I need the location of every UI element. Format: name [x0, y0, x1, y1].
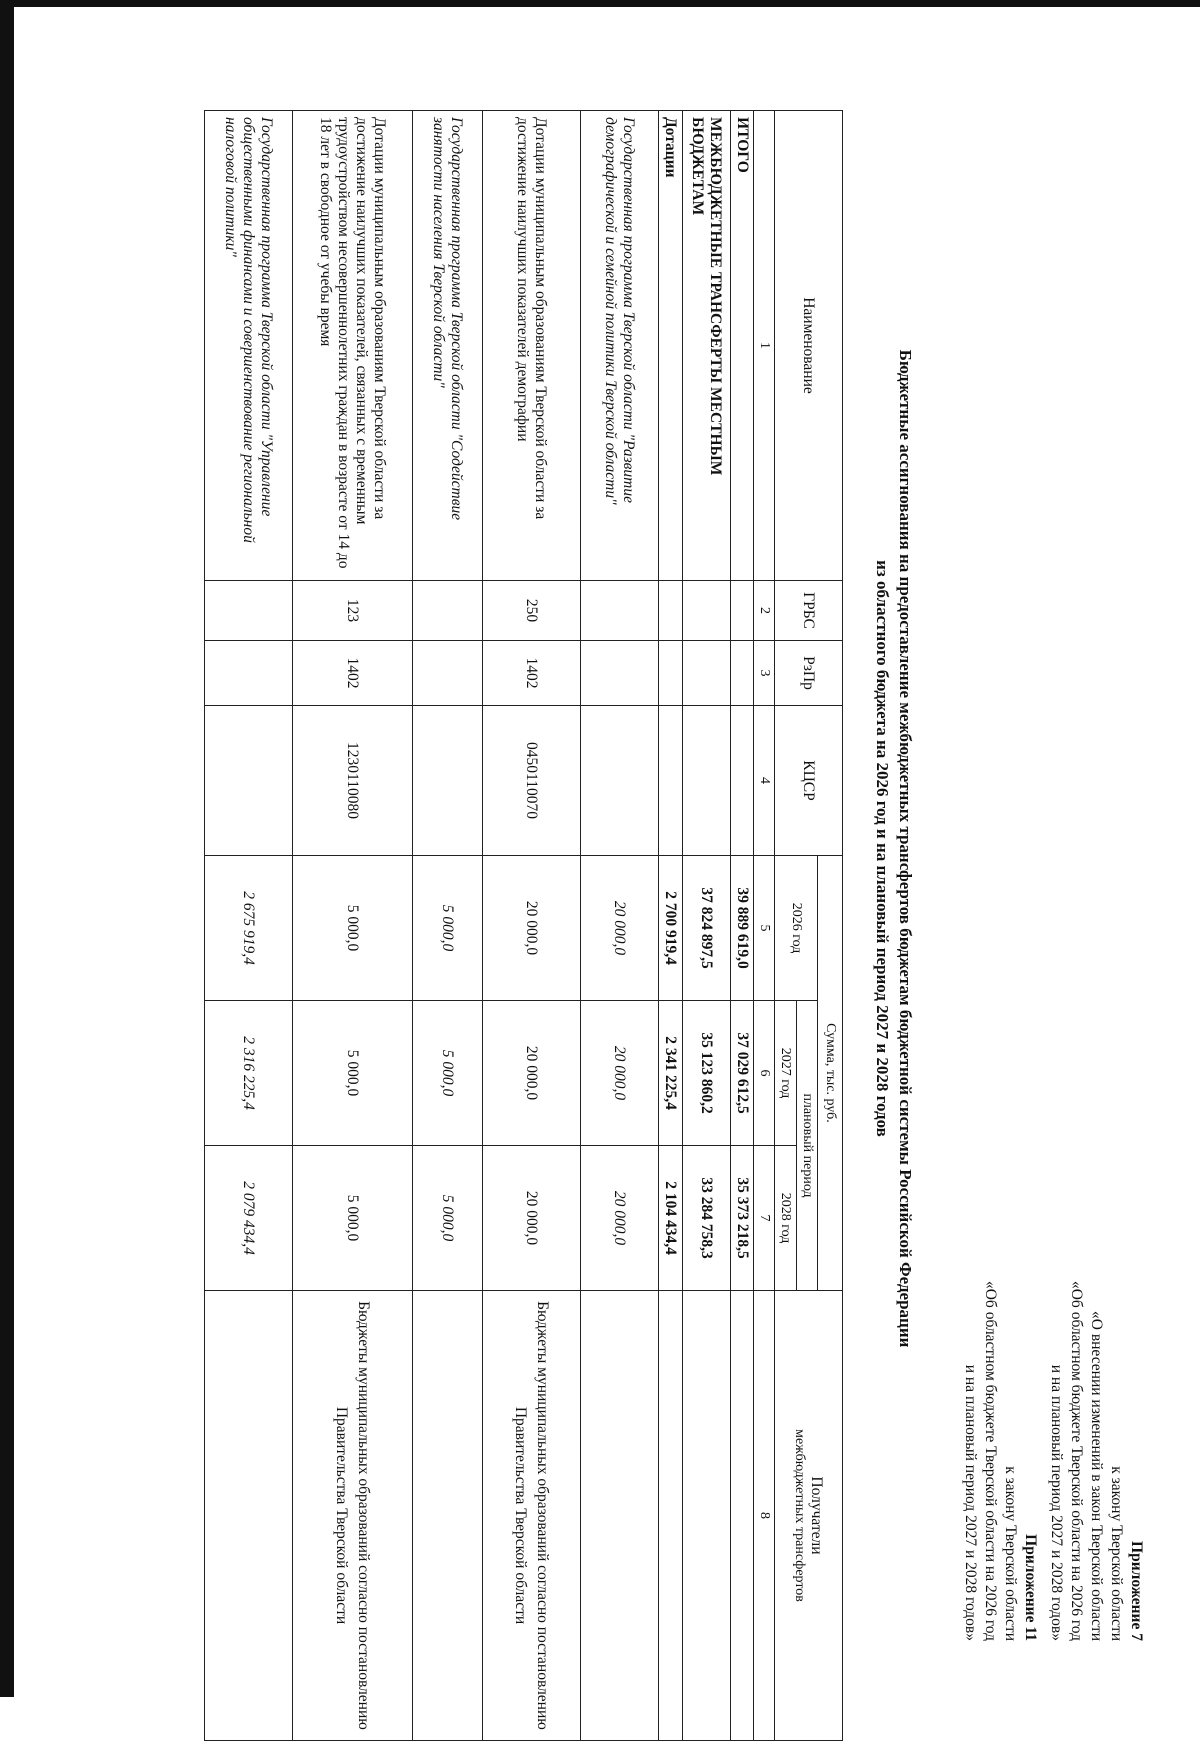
row-name: Дотации муниципальным образованиям Тверской области за достижение наилучших показателей, связанных с временным трудоустройством несовершеннолетних граждан в возрасте от 14 до 18 лет в свободное от учебы время — [293, 111, 413, 581]
row-rzpr — [731, 641, 754, 706]
row-amount-2026: 39 889 619,0 — [731, 856, 754, 1001]
appendix-7-title: Приложение 7 — [1128, 1541, 1145, 1641]
appendix-11-title: Приложение 11 — [1022, 1534, 1039, 1641]
row-amount-2028: 33 284 758,3 — [683, 1146, 731, 1291]
row-rzpr — [205, 641, 293, 706]
row-rzpr — [581, 641, 659, 706]
row-amount-2026: 2 700 919,4 — [659, 856, 683, 1001]
row-kcsr — [205, 706, 293, 856]
row-amount-2028: 35 373 218,5 — [731, 1146, 754, 1291]
row-rzpr: 1402 — [483, 641, 581, 706]
row-kcsr — [731, 706, 754, 856]
column-number-row — [754, 111, 775, 1741]
row-kcsr — [683, 706, 731, 856]
column-number: 2 — [754, 581, 775, 641]
row-amount-2027: 37 029 612,5 — [731, 1001, 754, 1146]
table-row — [731, 111, 754, 1741]
row-amount-2027: 5 000,0 — [413, 1001, 483, 1146]
header-2028: 2028 год — [775, 1146, 797, 1291]
row-rzpr — [683, 641, 731, 706]
header-grbs: ГРБС — [775, 581, 843, 641]
column-number: 6 — [754, 1001, 775, 1146]
row-amount-2026: 5 000,0 — [413, 856, 483, 1001]
appendix-11-header — [960, 1281, 1040, 1641]
row-grbs — [683, 581, 731, 641]
row-recipients — [659, 1291, 683, 1741]
table-row — [483, 111, 581, 1741]
row-recipients — [413, 1291, 483, 1741]
row-recipients — [683, 1291, 731, 1741]
row-amount-2027: 20 000,0 — [483, 1001, 581, 1146]
row-kcsr — [413, 706, 483, 856]
row-amount-2027: 20 000,0 — [581, 1001, 659, 1146]
row-kcsr: 0450110070 — [483, 706, 581, 856]
table-row — [205, 111, 293, 1741]
appendix-7-line3: «Об областном бюджете Тверской области на 2026 год — [1068, 1280, 1085, 1641]
row-grbs — [731, 581, 754, 641]
document-title-line2: из областного бюджета на 2026 год и на плановый период 2027 и 2028 годов — [873, 560, 892, 1137]
row-kcsr — [581, 706, 659, 856]
header-rzpr: РзПр — [775, 641, 843, 706]
appendix-7-line4: и на плановый период 2027 и 2028 годов» — [1048, 1364, 1065, 1641]
row-amount-2027: 2 341 225,4 — [659, 1001, 683, 1146]
row-amount-2028: 20 000,0 — [581, 1146, 659, 1291]
row-amount-2027: 35 123 860,2 — [683, 1001, 731, 1146]
appendix-11-line3: и на плановый период 2027 и 2028 годов» — [962, 1364, 979, 1641]
row-grbs — [581, 581, 659, 641]
row-recipients: Бюджеты муниципальных образований согласно постановлению Правительства Тверской области — [293, 1291, 413, 1741]
column-number: 1 — [754, 111, 775, 581]
row-amount-2027: 5 000,0 — [293, 1001, 413, 1146]
header-kcsr: КЦСР — [775, 706, 843, 856]
table-row — [413, 111, 483, 1741]
row-kcsr — [659, 706, 683, 856]
row-amount-2028: 2 104 434,4 — [659, 1146, 683, 1291]
row-kcsr: 1230110080 — [293, 706, 413, 856]
row-amount-2028: 20 000,0 — [483, 1146, 581, 1291]
row-grbs: 250 — [483, 581, 581, 641]
header-recipients-line1: Получатели — [808, 1476, 826, 1555]
table-row — [683, 111, 731, 1741]
row-grbs — [659, 581, 683, 641]
row-amount-2028: 5 000,0 — [293, 1146, 413, 1291]
header-2027: 2027 год — [775, 1001, 797, 1146]
row-amount-2026: 5 000,0 — [293, 856, 413, 1001]
document-title — [871, 0, 917, 1697]
row-name: Государственная программа Тверской области "Развитие демографической и семейной политики Тверской области" — [581, 111, 659, 581]
table-row — [581, 111, 659, 1741]
row-amount-2028: 5 000,0 — [413, 1146, 483, 1291]
budget-table — [204, 110, 843, 1741]
row-name: ИТОГО — [731, 111, 754, 581]
row-name: Государственная программа Тверской области "Управление общественными финансами и совершенствование региональной налоговой политики" — [205, 111, 293, 581]
row-recipients — [205, 1291, 293, 1741]
row-rzpr — [413, 641, 483, 706]
row-amount-2027: 2 316 225,4 — [205, 1001, 293, 1146]
table-row — [659, 111, 683, 1741]
row-name: Дотации — [659, 111, 683, 581]
appendix-7-header — [1046, 1281, 1146, 1641]
column-number: 4 — [754, 706, 775, 856]
row-grbs — [413, 581, 483, 641]
header-recipients-line2: межбюджетных трансфертов — [792, 1429, 808, 1602]
row-amount-2026: 20 000,0 — [483, 856, 581, 1001]
appendix-7-line1: к закону Тверской области — [1108, 1466, 1125, 1641]
header-name: Наименование — [775, 111, 843, 581]
column-number: 3 — [754, 641, 775, 706]
row-amount-2026: 37 824 897,5 — [683, 856, 731, 1001]
column-number: 5 — [754, 856, 775, 1001]
header-2026: 2026 год — [775, 856, 818, 1001]
appendix-11-line1: к закону Тверской области — [1002, 1466, 1019, 1641]
document-title-line1: Бюджетные ассигнования на предоставление межбюджетных трансфертов бюджетам бюджетной системы Российской Федерации — [896, 349, 915, 1348]
column-number: 7 — [754, 1146, 775, 1291]
header-recipients — [775, 1291, 843, 1741]
row-rzpr — [659, 641, 683, 706]
row-recipients — [731, 1291, 754, 1741]
table-row — [293, 111, 413, 1741]
row-amount-2028: 2 079 434,4 — [205, 1146, 293, 1291]
row-name: МЕЖБЮДЖЕТНЫЕ ТРАНСФЕРТЫ МЕСТНЫМ БЮДЖЕТАМ — [683, 111, 731, 581]
row-name: Государственная программа Тверской области "Содействие занятости населения Тверской области" — [413, 111, 483, 581]
appendix-7-line2: «О внесении изменений в закон Тверской области — [1088, 1311, 1105, 1641]
row-name: Дотации муниципальным образованиям Тверской области за достижение наилучших показателей демографии — [483, 111, 581, 581]
row-recipients: Бюджеты муниципальных образований согласно постановлению Правительства Тверской области — [483, 1291, 581, 1741]
appendix-11-line2: «Об областном бюджете Тверской области на 2026 год — [982, 1280, 999, 1641]
row-grbs — [205, 581, 293, 641]
header-planned-period: плановый период — [797, 1001, 818, 1291]
column-number: 8 — [754, 1291, 775, 1741]
row-rzpr: 1402 — [293, 641, 413, 706]
row-grbs: 123 — [293, 581, 413, 641]
row-recipients — [581, 1291, 659, 1741]
row-amount-2026: 2 675 919,4 — [205, 856, 293, 1001]
header-sum: Сумма, тыс. руб. — [818, 856, 843, 1291]
row-amount-2026: 20 000,0 — [581, 856, 659, 1001]
